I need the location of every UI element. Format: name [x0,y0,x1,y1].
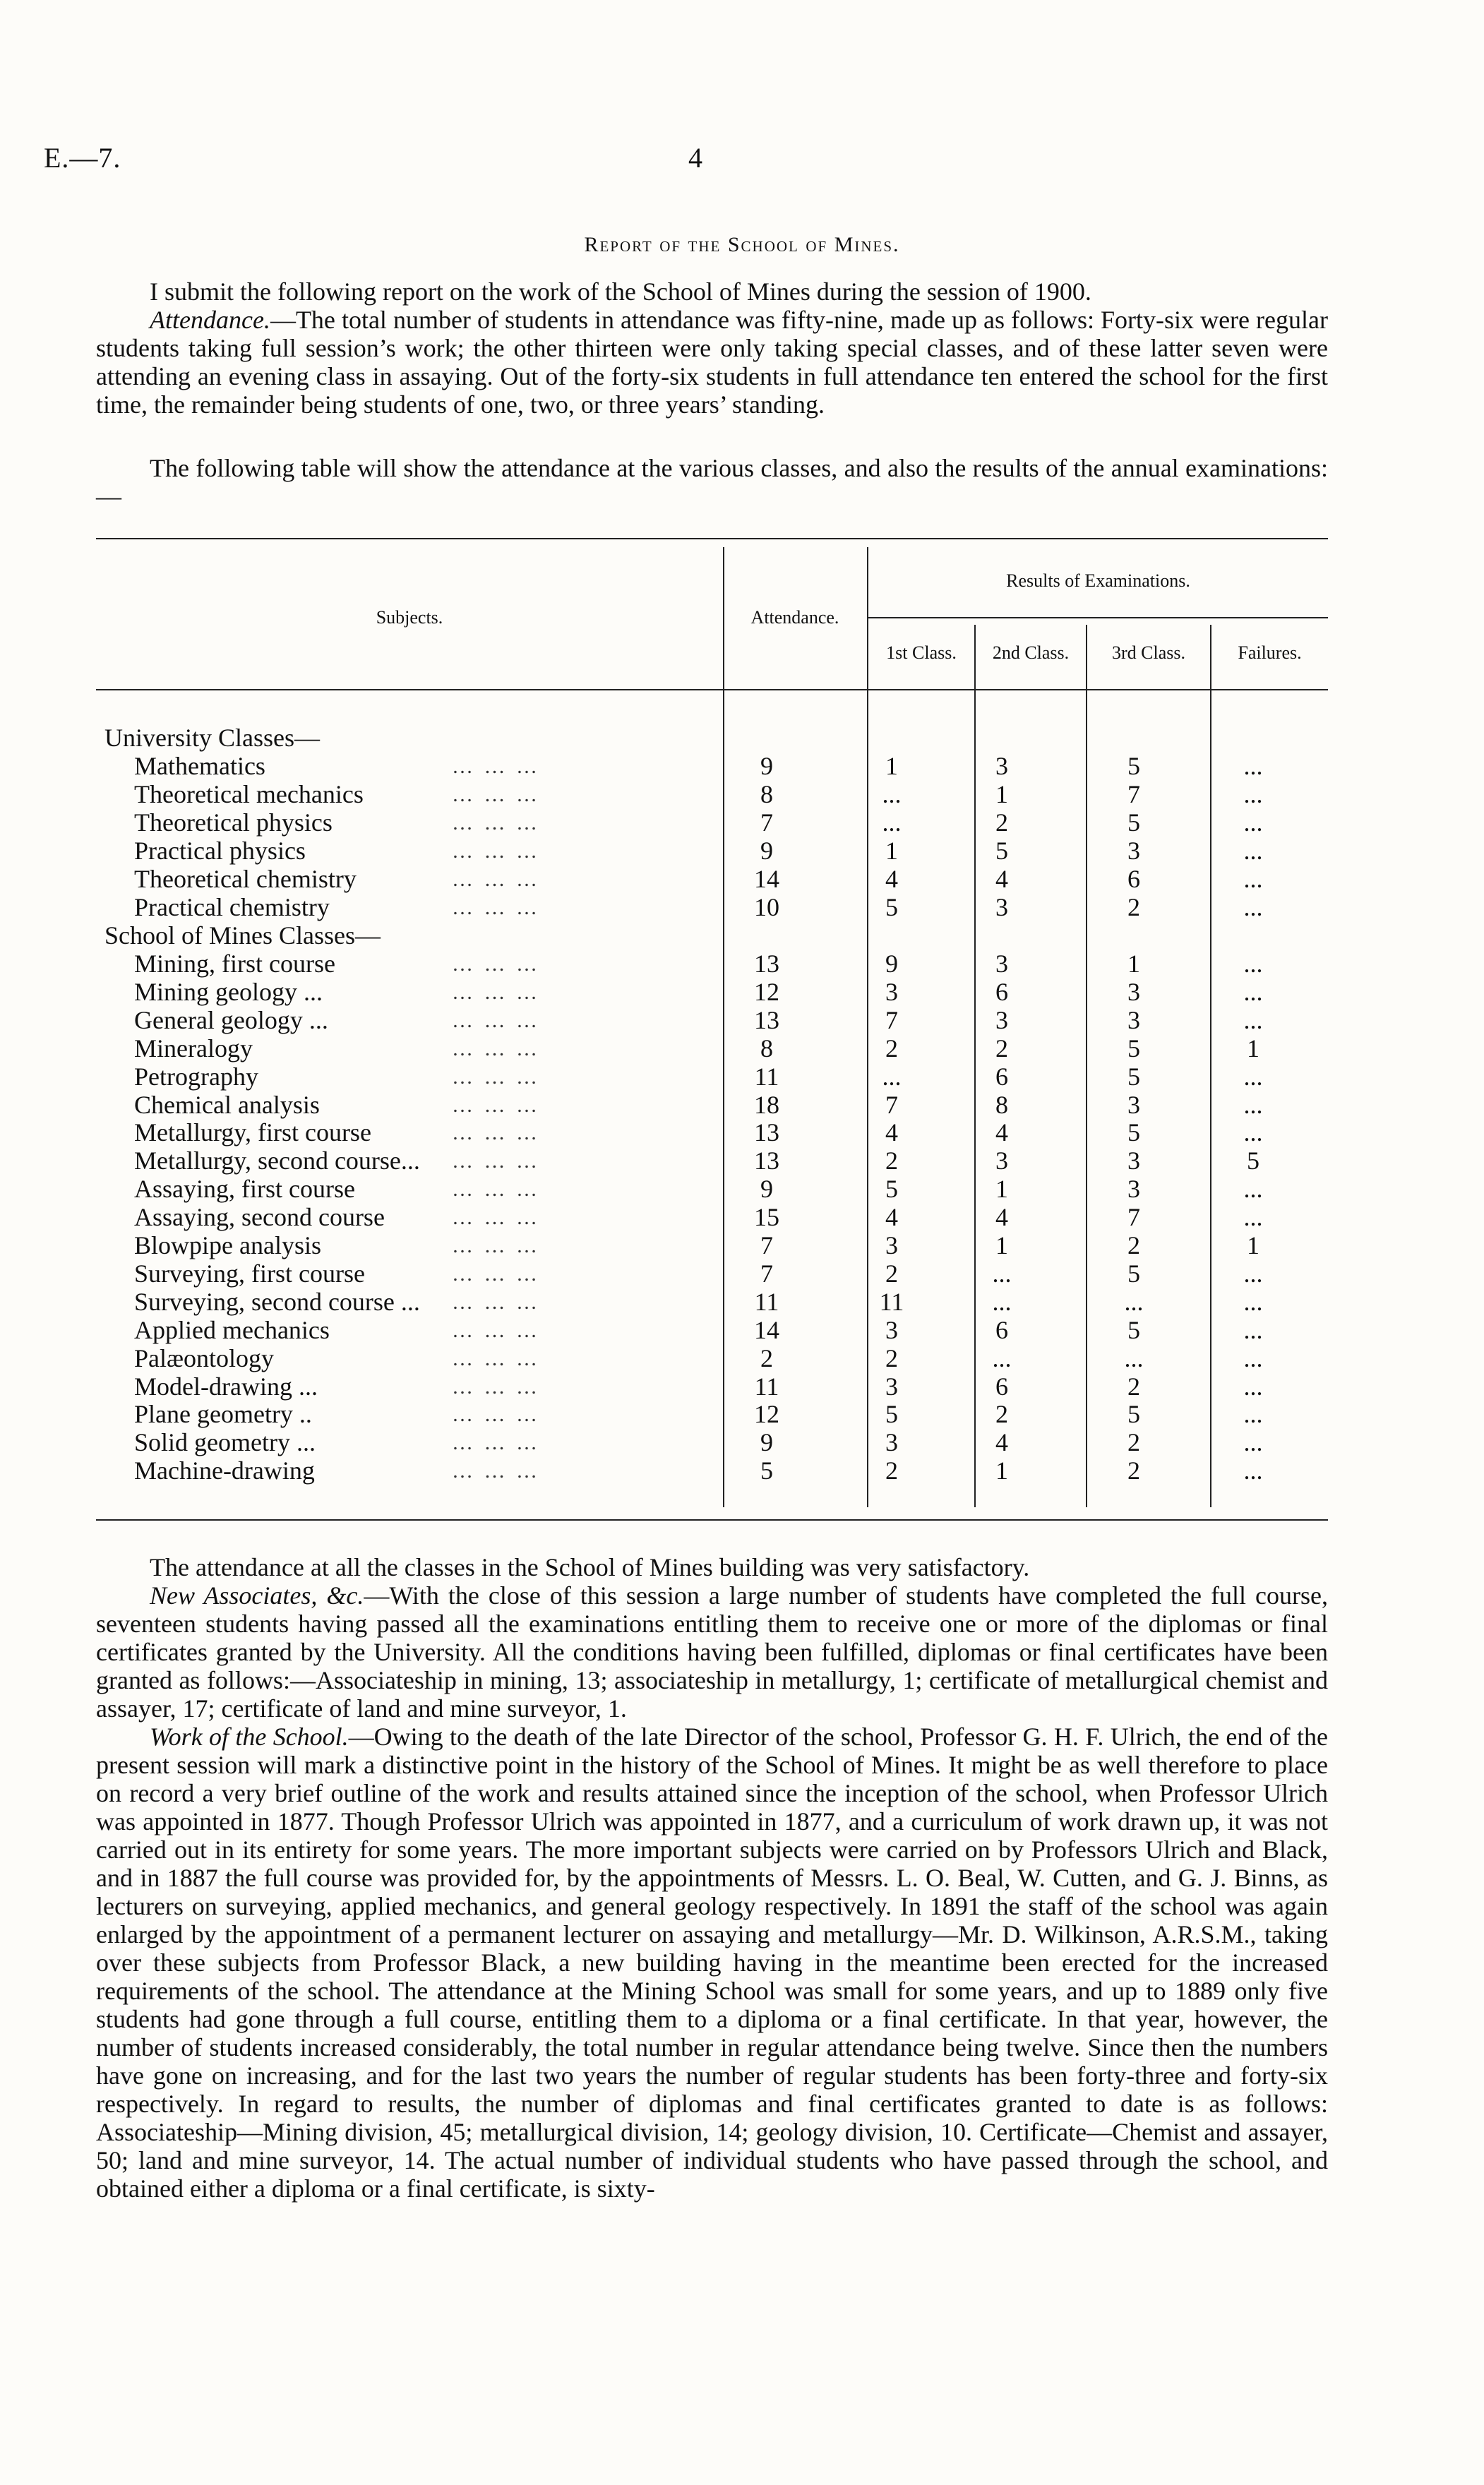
closing-text [96,1553,1328,2203]
cell-att: 13 [754,1146,779,1175]
leader-dots: … … … [452,952,540,976]
cell-f: ... [1243,892,1263,921]
cell-f: ... [1243,1400,1263,1429]
cell-c3: 3 [1127,977,1140,1006]
cell-c1: 4 [885,864,898,893]
cell-c1: 5 [885,1175,898,1204]
cell-c1: 7 [885,1005,898,1034]
cell-c1: ... [882,779,902,808]
cell-c2: 6 [995,1062,1008,1091]
cell-c2: 3 [995,1146,1008,1175]
cell-c3: ... [1124,1287,1144,1316]
intro-paragraph-attendance: Attendance.—The total number of students in attendance was fifty-nine, made up as follows: Forty-six were regular students taking full session’s work; the other thirteen were only taking special classes, and of these latter seven were attending an evening class in assaying. Out of the forty-six students in full attendance ten entered the school for the first time, the remainder being students of one, two, or three years’ standing. [96,306,1328,419]
subject-name: Theoretical physics [134,808,333,837]
subject-name: Surveying, second course ... [134,1287,420,1316]
leader-dots: … … … [452,1178,540,1202]
cell-att: 12 [754,977,779,1006]
cell-c1: 4 [885,1203,898,1232]
cell-att: 15 [754,1203,779,1232]
report-title: Report of the School of Mines. [584,233,900,256]
subject-name: Mathematics [134,752,265,780]
leader-dots: … … … [452,895,540,919]
cell-c2: ... [992,1259,1012,1288]
cell-f: ... [1243,1259,1263,1288]
cell-att: 5 [760,1456,773,1485]
cell-c1: 2 [885,1146,898,1175]
subject-name: Theoretical mechanics [134,779,364,808]
cell-f: ... [1243,1287,1263,1316]
subject-name: Solid geometry ... [134,1428,316,1457]
subject-name: Mining, first course [134,950,335,978]
cell-c1: 3 [885,1372,898,1401]
cell-c2: 8 [995,1090,1008,1119]
cell-c1: 3 [885,1315,898,1344]
cell-c1: ... [882,1062,902,1091]
leader-dots: … … … [452,1008,540,1032]
table-header-rule [96,689,1328,690]
cell-c1: 1 [885,752,898,780]
leader-dots: … … … [452,1234,540,1257]
header-results: Results of Examinations. [1006,570,1190,591]
leader-dots: … … … [452,1290,540,1314]
cell-c1: 7 [885,1090,898,1119]
cell-c3: 2 [1127,1372,1140,1401]
document-code: E.—7. [44,142,121,174]
col-divider [723,547,724,1507]
leader-dots: … … … [452,1206,540,1230]
leader-dots: … … … [452,1149,540,1173]
subject-name: Assaying, first course [134,1175,355,1204]
cell-c3: 2 [1127,892,1140,921]
cell-att: 9 [760,1175,773,1204]
cell-c1: 2 [885,1343,898,1372]
leader-dots: … … … [452,782,540,806]
cell-c3: 3 [1127,1005,1140,1034]
cell-att: 11 [754,1372,779,1401]
cell-c1: 2 [885,1034,898,1062]
cell-c1: 9 [885,950,898,978]
cell-c1: 3 [885,977,898,1006]
cell-c2: 3 [995,1005,1008,1034]
cell-c2: 6 [995,977,1008,1006]
subject-name: Applied mechanics [134,1315,330,1344]
cell-c3: 6 [1127,864,1140,893]
subject-name: Blowpipe analysis [134,1231,321,1259]
cell-c1: 5 [885,1400,898,1429]
header-attendance: Attendance. [750,607,839,628]
cell-att: 13 [754,950,779,978]
cell-f: ... [1243,1428,1263,1457]
leader-dots: … … … [452,980,540,1004]
leader-dots: … … … [452,1318,540,1342]
subject-name: Surveying, first course [134,1259,365,1288]
cell-c2: 2 [995,1400,1008,1429]
cell-att: 7 [760,1231,773,1259]
results-subheader-rule [868,617,1328,618]
cell-c3: 2 [1127,1231,1140,1259]
cell-att: 12 [754,1400,779,1429]
cell-f: ... [1243,1456,1263,1485]
subject-name: Metallurgy, first course [134,1118,371,1147]
cell-c3: 2 [1127,1428,1140,1457]
subject-name: Plane geometry .. [134,1400,312,1429]
leader-dots: … … … [452,867,540,891]
subject-name: Metallurgy, second course... [134,1146,420,1175]
cell-c3: 1 [1127,950,1140,978]
cell-c3: 7 [1127,779,1140,808]
cell-c2: 6 [995,1372,1008,1401]
cell-f: ... [1243,977,1263,1006]
leader-dots: … … … [452,1431,540,1455]
leader-dots: … … … [452,755,540,778]
cell-f: ... [1243,752,1263,780]
cell-f: ... [1243,1062,1263,1091]
page-number: 4 [688,142,702,174]
cell-c2: 2 [995,1034,1008,1062]
cell-c3: 3 [1127,1146,1140,1175]
leader-dots: … … … [452,1036,540,1060]
subject-name: Model-drawing ... [134,1372,318,1401]
cell-att: 10 [754,892,779,921]
cell-c2: 1 [995,1456,1008,1485]
subject-name: General geology ... [134,1005,328,1034]
cell-c3: 5 [1127,808,1140,837]
work-of-school-heading: Work of the School. [150,1723,349,1751]
cell-c2: 3 [995,950,1008,978]
subject-name: Mineralogy [134,1034,253,1062]
cell-f: 1 [1247,1231,1259,1259]
cell-att: 8 [760,779,773,808]
cell-c2: 3 [995,892,1008,921]
cell-c1: 3 [885,1428,898,1457]
header-first-class: 1st Class. [886,642,957,663]
cell-c3: 5 [1127,1034,1140,1062]
cell-f: 1 [1247,1034,1259,1062]
header-third-class: 3rd Class. [1112,642,1185,663]
header-subjects: Subjects. [376,607,443,628]
cell-c1: 5 [885,892,898,921]
cell-att: 14 [754,864,779,893]
leader-dots: … … … [452,810,540,834]
cell-att: 9 [760,752,773,780]
cell-att: 7 [760,1259,773,1288]
cell-f: ... [1243,808,1263,837]
leader-dots: … … … [452,1121,540,1145]
header-second-class: 2nd Class. [992,642,1070,663]
cell-f: ... [1243,1372,1263,1401]
leader-dots: … … … [452,1262,540,1286]
cell-c2: 2 [995,808,1008,837]
cell-c2: ... [992,1343,1012,1372]
cell-c3: 7 [1127,1203,1140,1232]
leader-dots: … … … [452,1065,540,1089]
cell-c2: 4 [995,1203,1008,1232]
closing-paragraph-work-of-school: Work of the School.—Owing to the death of the late Director of the school, Professor G. H. F. Ulrich, the end of the present session will mark a distinctive point in the history of the School of Mines. It might be as well therefore to place on record a very brief outline of the work and results attained since the inception of the school, when Professor Ulrich was appointed in 1877. Though Professor Ulrich was appointed in 1877, and a curriculum of work drawn up, it was not carried out in its entirety for some years. The more important subjects were carried on by Professors Ulrich and Black, and in 1887 the full course was provided for, by the appointments of Messrs. L. O. Beal, W. Cutten, and G. J. Binns, as lecturers on surveying, applied mechanics, and general geology respectively. In 1891 the staff of the school was again enlarged by the appointment of a permanent lecturer on assaying and metallurgy—Mr. D. Wilkinson, A.R.S.M., taking over these subjects from Professor Black, a new building having in the meantime been erected for the increased requirements of the school. The attendance at the Mining School was small for some years, and up to 1889 only five students had gone through a full course, entitling them to a diploma or a final certificate. In that year, however, the number of students increased considerably, the total number in regular attendance being twelve. Since then the numbers have gone on increasing, and for the last two years the number of regular students has been forty-three and forty-six respectively. In regard to results, the number of diplomas and final certificates granted to date is as follows: Associateship—Mining division, 45; metallurgical division, 14; geology division, 10. Certificate—Chemist and assayer, 50; land and mine surveyor, 14. The actual number of individual students who have passed through the school, and obtained either a diploma or a final certificate, is sixty- [96,1723,1328,2203]
cell-f: ... [1243,1005,1263,1034]
cell-c2: 1 [995,1175,1008,1204]
cell-c3: 5 [1127,1315,1140,1344]
cell-c2: 4 [995,1428,1008,1457]
cell-att: 11 [754,1062,779,1091]
table-bottom-rule [96,1519,1328,1521]
cell-c1: ... [882,808,902,837]
subject-name: Palæontology [134,1343,275,1372]
group-school-of-mines: School of Mines Classes— [104,921,381,950]
cell-c2: 4 [995,1118,1008,1147]
cell-att: 7 [760,808,773,837]
cell-f: ... [1243,1315,1263,1344]
cell-att: 13 [754,1005,779,1034]
subject-name: Petrography [134,1062,258,1091]
cell-c3: 5 [1127,1400,1140,1429]
cell-c2: 3 [995,752,1008,780]
cell-c2: 6 [995,1315,1008,1344]
cell-f: ... [1243,1175,1263,1204]
table-top-rule [96,538,1328,539]
cell-f: ... [1243,1118,1263,1147]
cell-c1: 2 [885,1259,898,1288]
cell-c2: 4 [995,864,1008,893]
cell-c1: 11 [879,1287,904,1316]
cell-f: ... [1243,779,1263,808]
cell-c2: 5 [995,836,1008,865]
cell-c3: 5 [1127,1259,1140,1288]
attendance-heading: Attendance. [150,306,270,334]
leader-dots: … … … [452,1346,540,1370]
cell-c2: 1 [995,779,1008,808]
leader-dots: … … … [452,839,540,863]
cell-c1: 2 [885,1456,898,1485]
cell-f: 5 [1247,1146,1259,1175]
cell-c3: 3 [1127,1090,1140,1119]
closing-paragraph-new-associates: New Associates, &c.—With the close of this session a large number of students have completed the full course, seventeen students having passed all the examinations entitling them to receive one or more of the diplomas or final certificates granted by the University. All the conditions having been fulfilled, diplomas or final certificates have been granted as follows:—Associateship in mining, 13; associateship in metallurgy, 1; certificate of metallurgical chemist and assayer, 17; certificate of land and mine surveyor, 1. [96,1581,1329,1723]
cell-f: ... [1243,864,1263,893]
cell-f: ... [1243,836,1263,865]
cell-c2: ... [992,1287,1012,1316]
closing-paragraph-1: The attendance at all the classes in the School of Mines building was very satisfactory. [150,1553,1030,1581]
cell-c1: 3 [885,1231,898,1259]
header-failures: Failures. [1238,642,1302,663]
new-associates-heading: New Associates, &c. [150,1581,364,1610]
col-divider [1210,625,1211,1507]
cell-att: 9 [760,836,773,865]
intro-paragraph-table-lead: The following table will show the attendance at the various classes, and also the results of the annual examinations:— [96,454,1328,510]
cell-c3: 3 [1127,836,1140,865]
group-university: University Classes— [104,724,320,752]
cell-c1: 4 [885,1118,898,1147]
cell-att: 11 [754,1287,779,1316]
cell-att: 2 [760,1343,773,1372]
cell-c3: 5 [1127,1118,1140,1147]
cell-att: 14 [754,1315,779,1344]
leader-dots: … … … [452,1403,540,1427]
cell-att: 18 [754,1090,779,1119]
leader-dots: … … … [452,1375,540,1399]
cell-c2: 1 [995,1231,1008,1259]
cell-c1: 1 [885,836,898,865]
cell-f: ... [1243,1343,1263,1372]
cell-c3: 2 [1127,1456,1140,1485]
intro-paragraph-1: I submit the following report on the work of the School of Mines during the session of 1900. [150,277,1091,306]
subject-name: Chemical analysis [134,1090,320,1119]
cell-c3: ... [1124,1343,1144,1372]
leader-dots: … … … [452,1093,540,1117]
leader-dots: … … … [452,1459,540,1483]
col-divider [1086,625,1087,1507]
subject-name: Theoretical chemistry [134,864,357,893]
cell-c3: 5 [1127,752,1140,780]
cell-att: 8 [760,1034,773,1062]
cell-f: ... [1243,1090,1263,1119]
cell-f: ... [1243,950,1263,978]
subject-name: Practical physics [134,836,306,865]
subject-name: Mining geology ... [134,977,323,1006]
subject-name: Assaying, second course [134,1203,385,1232]
cell-c3: 5 [1127,1062,1140,1091]
cell-c3: 3 [1127,1175,1140,1204]
subject-name: Machine-drawing [134,1456,315,1485]
subject-name: Practical chemistry [134,892,330,921]
cell-f: ... [1243,1203,1263,1232]
cell-att: 9 [760,1428,773,1457]
cell-att: 13 [754,1118,779,1147]
